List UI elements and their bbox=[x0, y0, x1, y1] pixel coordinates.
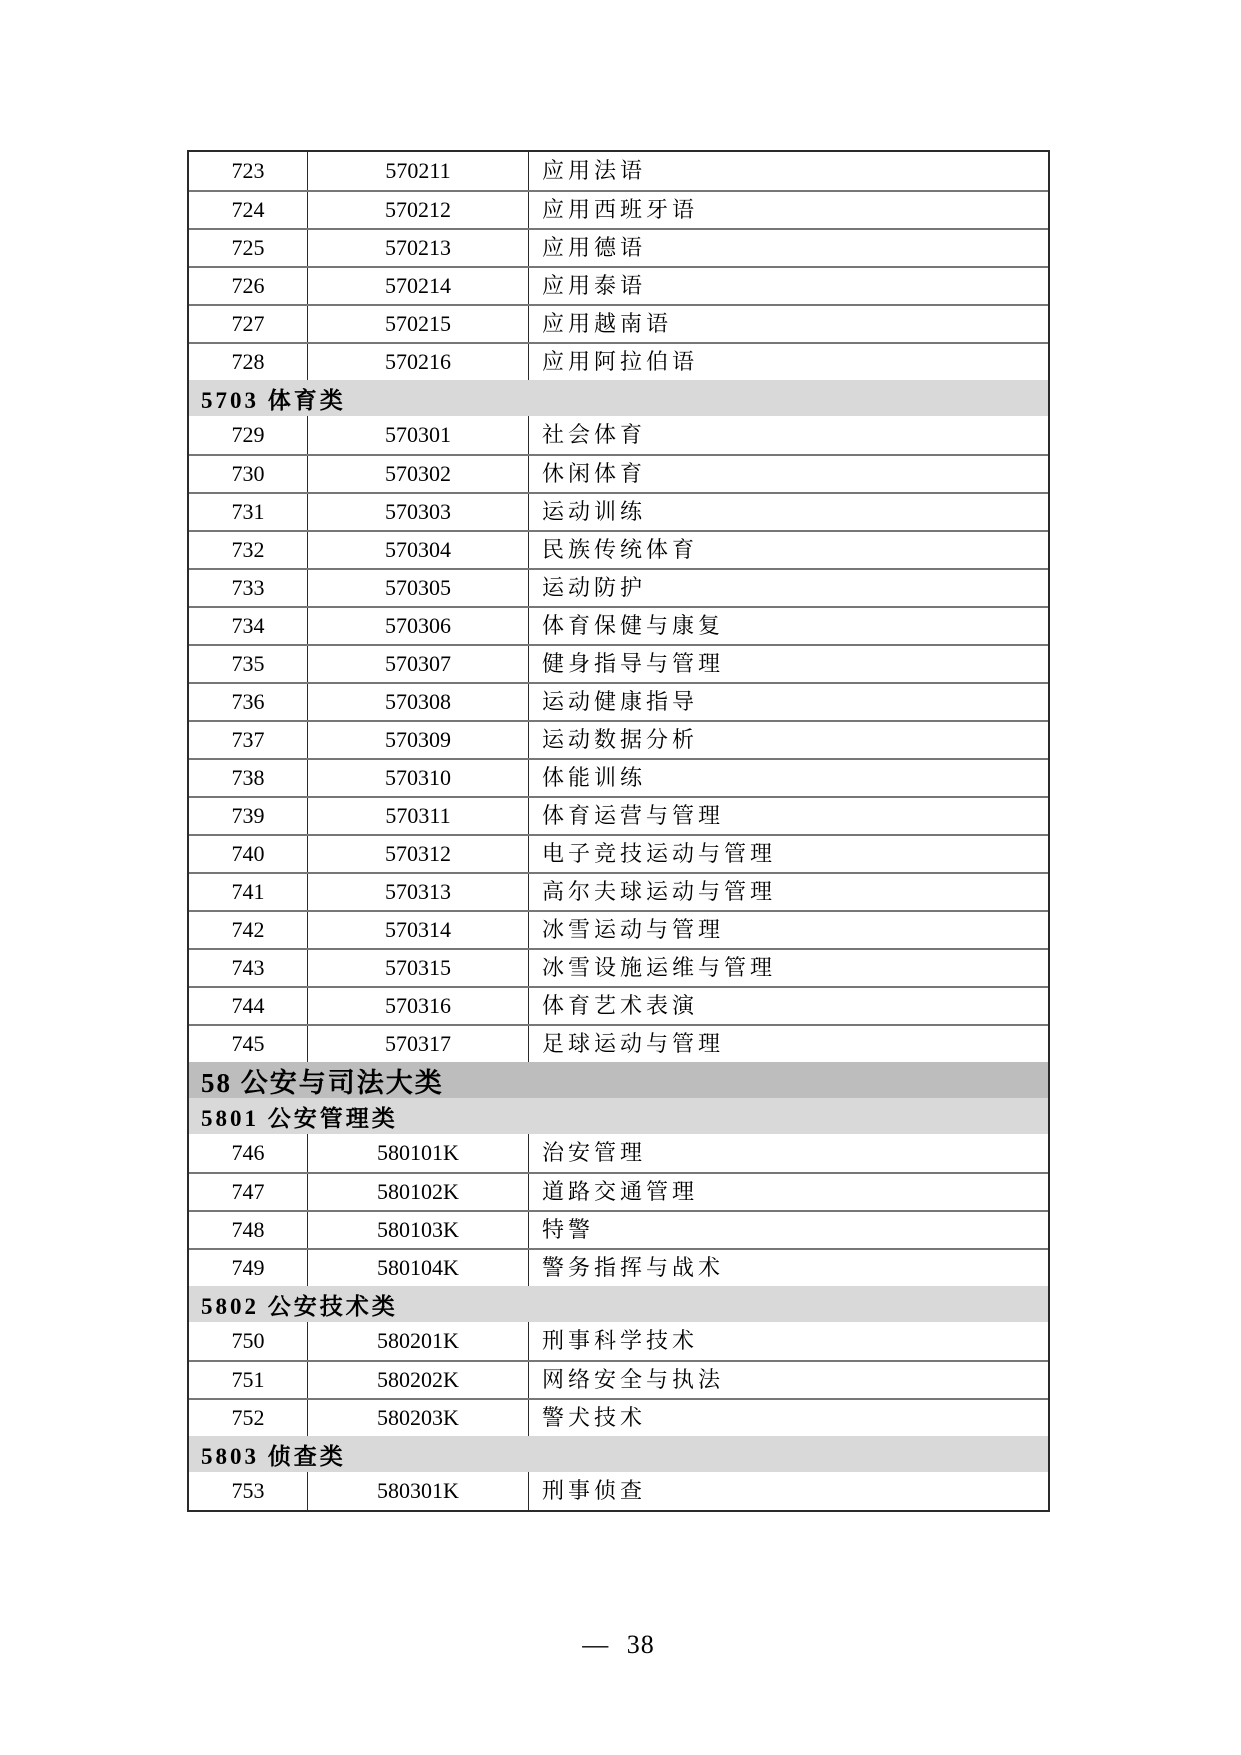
seq-cell: 750 bbox=[189, 1322, 308, 1360]
code-cell: 570303 bbox=[308, 494, 529, 530]
major-name-cell: 应用阿拉伯语 bbox=[542, 349, 699, 374]
code-cell: 580102K bbox=[308, 1174, 529, 1210]
seq-cell: 724 bbox=[189, 192, 308, 228]
major-name-cell: 高尔夫球运动与管理 bbox=[542, 879, 777, 904]
majors-table bbox=[187, 150, 1050, 1512]
code-cell: 570212 bbox=[308, 192, 529, 228]
seq-cell: 726 bbox=[189, 268, 308, 304]
major-category-header-row bbox=[189, 1062, 1048, 1098]
major-name-cell: 运动训练 bbox=[542, 499, 647, 524]
table-row bbox=[189, 834, 1048, 872]
code-cell: 580202K bbox=[308, 1362, 529, 1398]
code-cell: 570306 bbox=[308, 608, 529, 644]
seq-cell: 742 bbox=[189, 912, 308, 948]
major-name-cell: 特警 bbox=[542, 1217, 595, 1242]
major-name-cell: 健身指导与管理 bbox=[542, 651, 725, 676]
code-cell: 570314 bbox=[308, 912, 529, 948]
table-row bbox=[189, 606, 1048, 644]
code-cell: 570312 bbox=[308, 836, 529, 872]
major-name-cell: 应用德语 bbox=[542, 235, 647, 260]
table-row bbox=[189, 530, 1048, 568]
code-cell: 580103K bbox=[308, 1212, 529, 1248]
seq-cell: 730 bbox=[189, 456, 308, 492]
table-row bbox=[189, 492, 1048, 530]
major-name-cell: 网络安全与执法 bbox=[542, 1367, 725, 1392]
seq-cell: 753 bbox=[189, 1472, 308, 1510]
table-row bbox=[189, 986, 1048, 1024]
table-row bbox=[189, 152, 1048, 190]
table-row bbox=[189, 682, 1048, 720]
major-name-cell: 应用法语 bbox=[542, 158, 647, 183]
code-cell: 570310 bbox=[308, 760, 529, 796]
code-cell: 570214 bbox=[308, 268, 529, 304]
major-name-cell: 体育运营与管理 bbox=[542, 803, 725, 828]
table-row bbox=[189, 416, 1048, 454]
major-name-cell: 体育保健与康复 bbox=[542, 613, 725, 638]
major-name-cell: 刑事科学技术 bbox=[542, 1328, 699, 1353]
code-cell: 570315 bbox=[308, 950, 529, 986]
seq-cell: 733 bbox=[189, 570, 308, 606]
table-row bbox=[189, 1172, 1048, 1210]
table-row bbox=[189, 228, 1048, 266]
table-row bbox=[189, 1024, 1048, 1062]
table-row bbox=[189, 1322, 1048, 1360]
table-row bbox=[189, 1472, 1048, 1510]
code-cell: 570211 bbox=[308, 152, 529, 190]
code-cell: 580104K bbox=[308, 1250, 529, 1286]
seq-cell: 729 bbox=[189, 416, 308, 454]
category-header-row bbox=[189, 1286, 1048, 1322]
code-cell: 570316 bbox=[308, 988, 529, 1024]
table-row bbox=[189, 872, 1048, 910]
seq-cell: 751 bbox=[189, 1362, 308, 1398]
major-category-header-label: 58 公安与司法大类 bbox=[201, 1067, 444, 1098]
table-row bbox=[189, 1210, 1048, 1248]
major-name-cell: 治安管理 bbox=[542, 1140, 647, 1165]
seq-cell: 741 bbox=[189, 874, 308, 910]
code-cell: 580201K bbox=[308, 1322, 529, 1360]
seq-cell: 752 bbox=[189, 1400, 308, 1436]
major-name-cell: 运动防护 bbox=[542, 575, 647, 600]
code-cell: 580203K bbox=[308, 1400, 529, 1436]
major-name-cell: 警犬技术 bbox=[542, 1405, 647, 1430]
table-row bbox=[189, 266, 1048, 304]
table-row bbox=[189, 190, 1048, 228]
page-number: — 38 bbox=[582, 1630, 655, 1659]
table-row bbox=[189, 644, 1048, 682]
major-name-cell: 冰雪运动与管理 bbox=[542, 917, 725, 942]
seq-cell: 744 bbox=[189, 988, 308, 1024]
major-name-cell: 电子竞技运动与管理 bbox=[542, 841, 777, 866]
table-row bbox=[189, 568, 1048, 606]
seq-cell: 748 bbox=[189, 1212, 308, 1248]
major-name-cell: 体能训练 bbox=[542, 765, 647, 790]
table-row bbox=[189, 910, 1048, 948]
table-row bbox=[189, 948, 1048, 986]
code-cell: 570313 bbox=[308, 874, 529, 910]
seq-cell: 735 bbox=[189, 646, 308, 682]
seq-cell: 745 bbox=[189, 1026, 308, 1062]
major-name-cell: 民族传统体育 bbox=[542, 537, 699, 562]
category-header-label: 5801 公安管理类 bbox=[201, 1105, 398, 1131]
seq-cell: 746 bbox=[189, 1134, 308, 1172]
table-row bbox=[189, 454, 1048, 492]
major-name-cell: 应用泰语 bbox=[542, 273, 647, 298]
seq-cell: 740 bbox=[189, 836, 308, 872]
code-cell: 570309 bbox=[308, 722, 529, 758]
seq-cell: 723 bbox=[189, 152, 308, 190]
code-cell: 580301K bbox=[308, 1472, 529, 1510]
category-header-label: 5703 体育类 bbox=[201, 387, 346, 413]
code-cell: 570317 bbox=[308, 1026, 529, 1062]
table-row bbox=[189, 1360, 1048, 1398]
major-name-cell: 运动数据分析 bbox=[542, 727, 699, 752]
major-name-cell: 冰雪设施运维与管理 bbox=[542, 955, 777, 980]
seq-cell: 739 bbox=[189, 798, 308, 834]
table-row bbox=[189, 720, 1048, 758]
code-cell: 570301 bbox=[308, 416, 529, 454]
table-row bbox=[189, 758, 1048, 796]
table-row bbox=[189, 796, 1048, 834]
seq-cell: 738 bbox=[189, 760, 308, 796]
seq-cell: 731 bbox=[189, 494, 308, 530]
seq-cell: 734 bbox=[189, 608, 308, 644]
seq-cell: 736 bbox=[189, 684, 308, 720]
category-header-row bbox=[189, 1436, 1048, 1472]
category-header-label: 5803 侦查类 bbox=[201, 1443, 346, 1469]
code-cell: 570307 bbox=[308, 646, 529, 682]
code-cell: 570216 bbox=[308, 344, 529, 380]
seq-cell: 747 bbox=[189, 1174, 308, 1210]
table-row bbox=[189, 1248, 1048, 1286]
major-name-cell: 体育艺术表演 bbox=[542, 993, 699, 1018]
major-name-cell: 休闲体育 bbox=[542, 461, 647, 486]
code-cell: 570213 bbox=[308, 230, 529, 266]
table-row bbox=[189, 304, 1048, 342]
major-name-cell: 社会体育 bbox=[542, 422, 647, 447]
code-cell: 570311 bbox=[308, 798, 529, 834]
seq-cell: 749 bbox=[189, 1250, 308, 1286]
code-cell: 570215 bbox=[308, 306, 529, 342]
category-header-row bbox=[189, 1098, 1048, 1134]
seq-cell: 737 bbox=[189, 722, 308, 758]
seq-cell: 727 bbox=[189, 306, 308, 342]
major-name-cell: 警务指挥与战术 bbox=[542, 1255, 725, 1280]
seq-cell: 732 bbox=[189, 532, 308, 568]
code-cell: 570305 bbox=[308, 570, 529, 606]
code-cell: 570302 bbox=[308, 456, 529, 492]
major-name-cell: 足球运动与管理 bbox=[542, 1031, 725, 1056]
category-header-row bbox=[189, 380, 1048, 416]
table-row bbox=[189, 342, 1048, 380]
major-name-cell: 应用越南语 bbox=[542, 311, 673, 336]
table-row bbox=[189, 1134, 1048, 1172]
major-name-cell: 道路交通管理 bbox=[542, 1179, 699, 1204]
major-name-cell: 应用西班牙语 bbox=[542, 197, 699, 222]
major-name-cell: 刑事侦查 bbox=[542, 1478, 647, 1503]
code-cell: 570308 bbox=[308, 684, 529, 720]
seq-cell: 743 bbox=[189, 950, 308, 986]
seq-cell: 728 bbox=[189, 344, 308, 380]
table-row bbox=[189, 1398, 1048, 1436]
seq-cell: 725 bbox=[189, 230, 308, 266]
major-name-cell: 运动健康指导 bbox=[542, 689, 699, 714]
code-cell: 570304 bbox=[308, 532, 529, 568]
category-header-label: 5802 公安技术类 bbox=[201, 1293, 398, 1319]
code-cell: 580101K bbox=[308, 1134, 529, 1172]
